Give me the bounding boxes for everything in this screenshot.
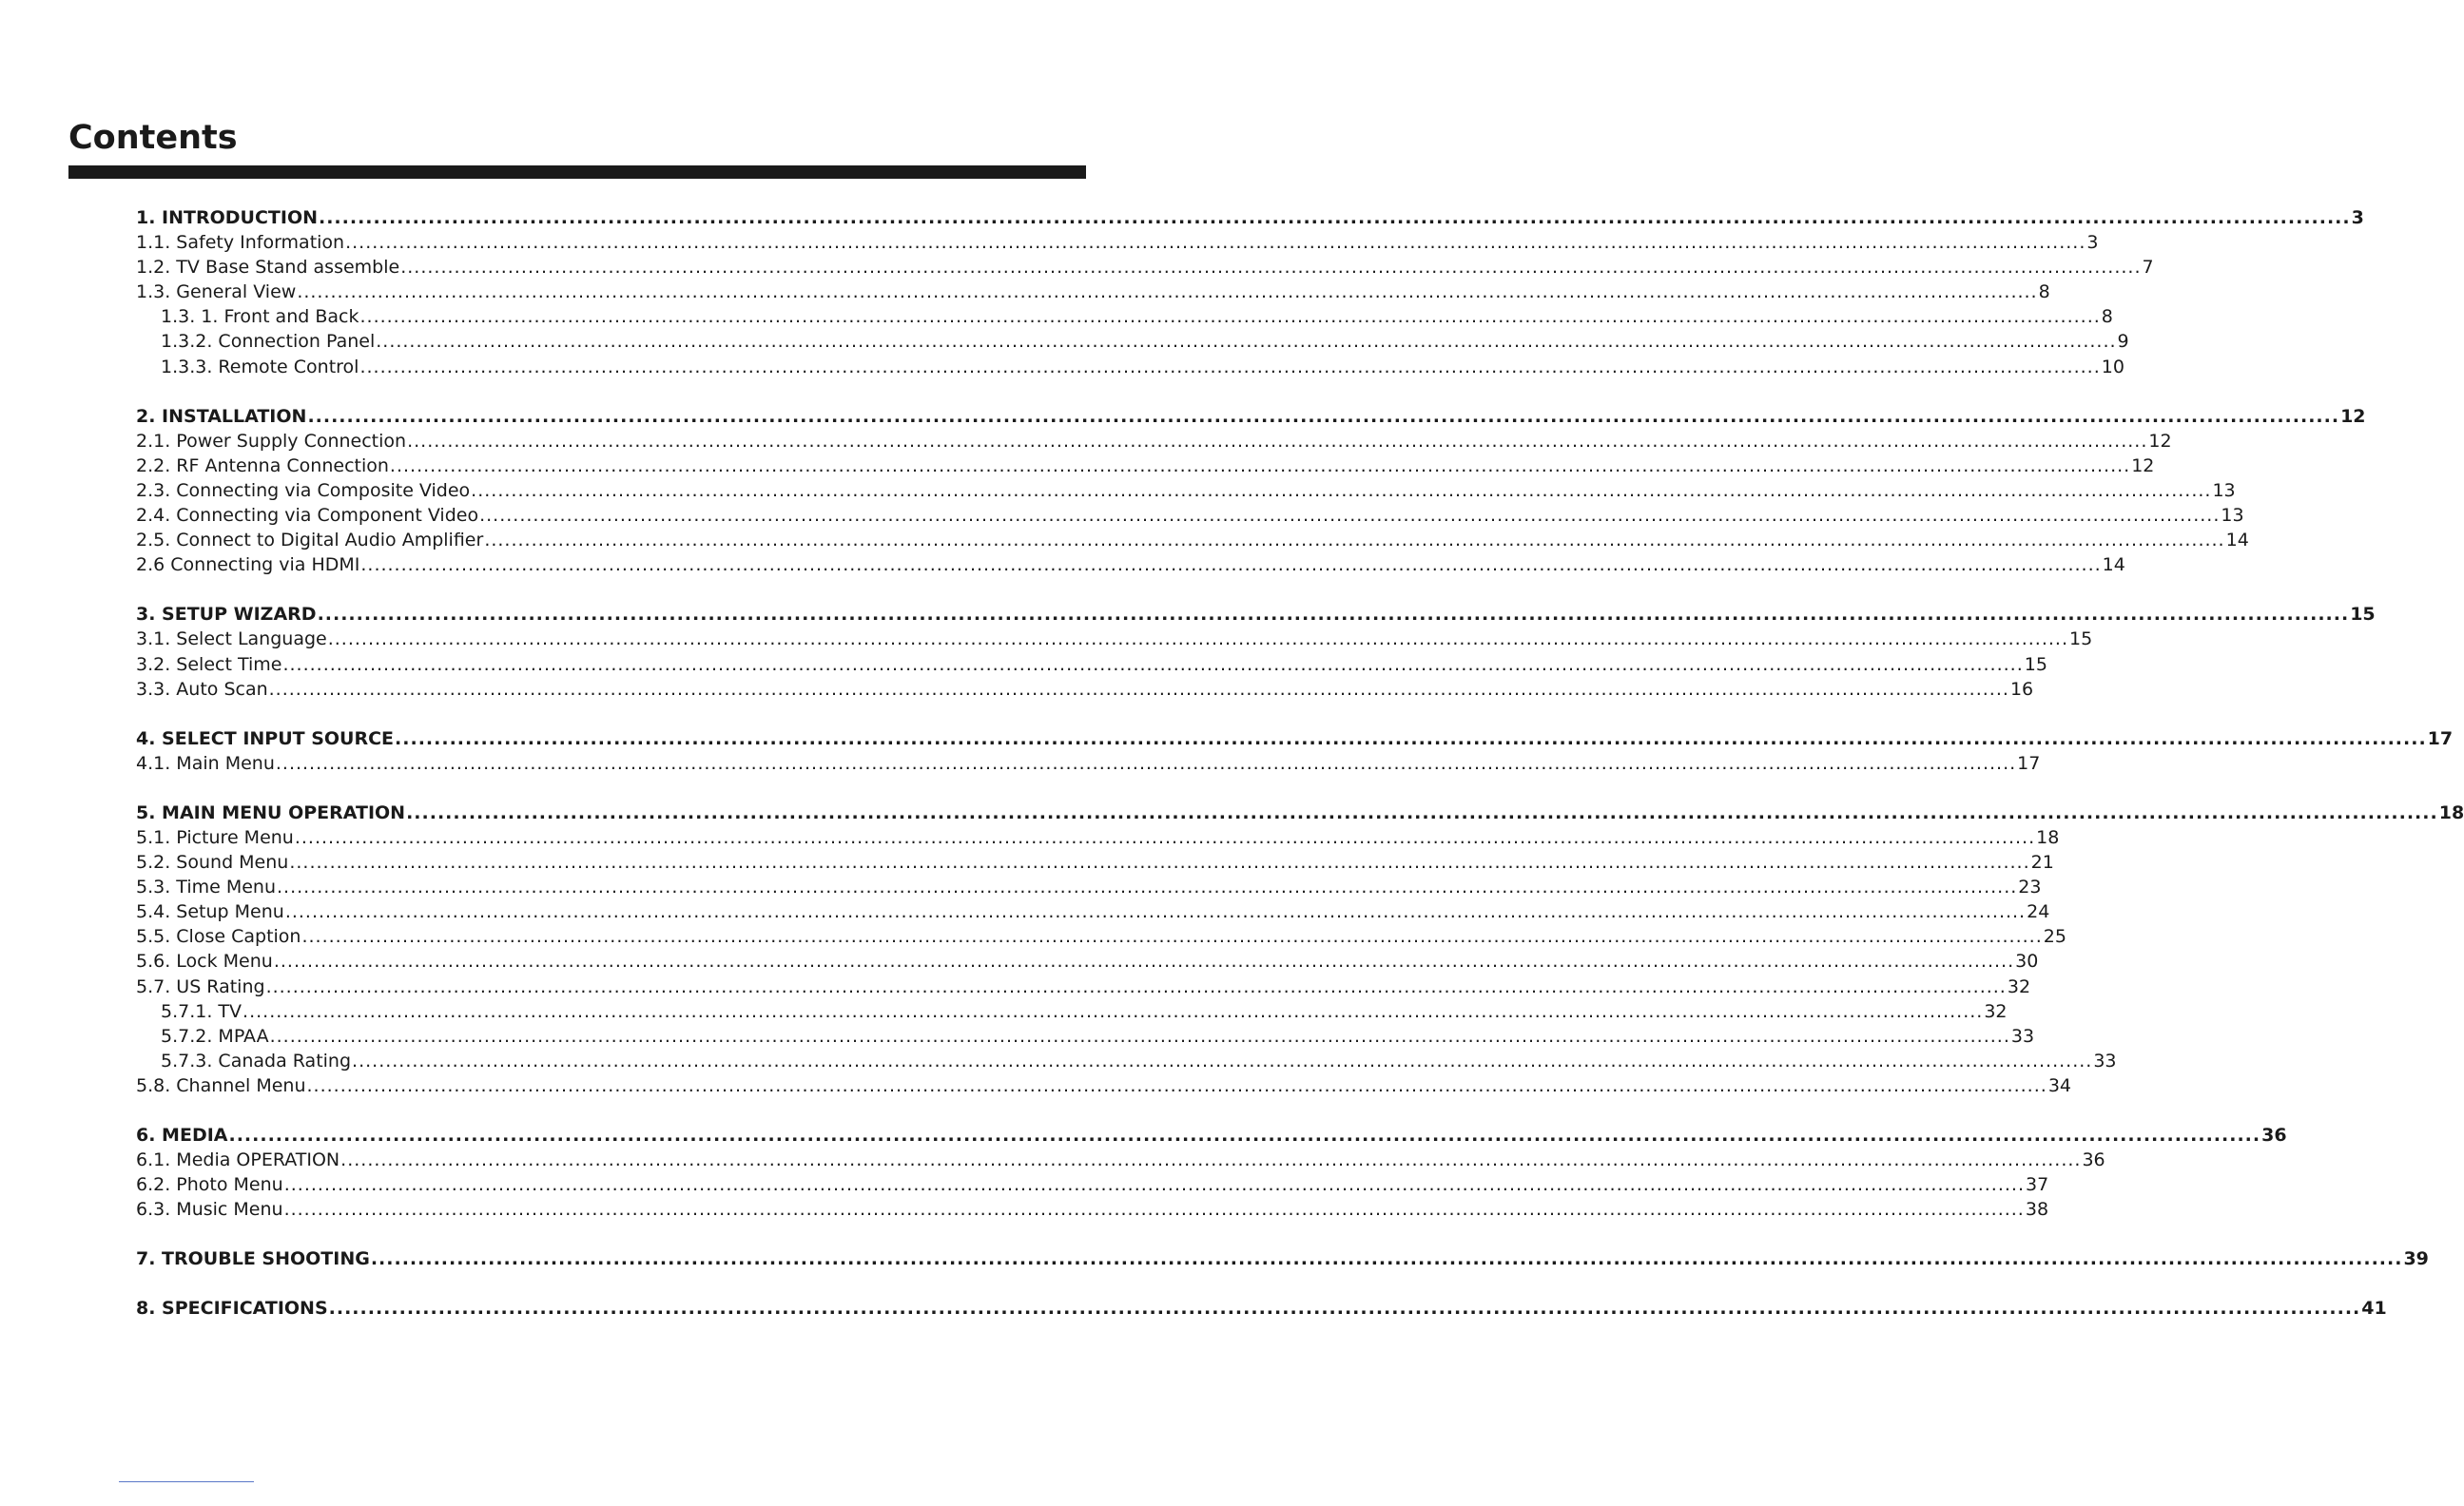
- toc-entry-page-number: 12: [2131, 454, 2155, 476]
- dot-leader: ....................................................................................................................................................................................................................................................................: [265, 975, 2007, 997]
- toc-entry-label: 5.7.2. MPAA: [161, 1025, 269, 1047]
- dot-leader: ....................................................................................................................................................................................................................................................................: [376, 331, 2117, 353]
- toc-entry-page-number: 30: [2015, 951, 2039, 973]
- toc-entry-page-number: 10: [2101, 356, 2124, 377]
- page-title: Contents: [68, 119, 238, 157]
- toc-entry-label: 2.4. Connecting via Component Video: [136, 505, 479, 527]
- toc-entry-label: 2.2. RF Antenna Connection: [136, 454, 389, 476]
- toc-entry[interactable]: [136, 825, 2060, 850]
- dot-leader: ....................................................................................................................................................................................................................................................................: [275, 752, 2017, 774]
- toc-entry-page-number: 39: [2403, 1248, 2429, 1270]
- dot-leader: ....................................................................................................................................................................................................................................................................: [297, 281, 2038, 303]
- toc-entry-label: 3.1. Select Language: [136, 628, 327, 650]
- table-of-contents: [136, 205, 2464, 1346]
- toc-entry-page-number: 15: [2024, 653, 2047, 675]
- dot-leader: ....................................................................................................................................................................................................................................................................: [407, 430, 2148, 452]
- dot-leader: ....................................................................................................................................................................................................................................................................: [289, 852, 2030, 874]
- toc-entry-label: 1.2. TV Base Stand assemble: [136, 257, 400, 279]
- dot-leader: ....................................................................................................................................................................................................................................................................: [269, 1025, 2010, 1047]
- toc-entry-label: 6.3. Music Menu: [136, 1199, 283, 1221]
- dot-leader: ....................................................................................................................................................................................................................................................................: [400, 257, 2142, 279]
- toc-entry-page-number: 32: [1984, 1000, 2008, 1022]
- toc-entry[interactable]: [136, 329, 2129, 354]
- toc-entry-page-number: 12: [2148, 430, 2172, 452]
- toc-entry-page-number: 24: [2027, 901, 2050, 923]
- toc-entry-label: 3. SETUP WIZARD: [136, 604, 317, 626]
- toc-entry-label: 2.6 Connecting via HDMI: [136, 554, 360, 576]
- dot-leader: ....................................................................................................................................................................................................................................................................: [317, 604, 2350, 626]
- toc-entry-label: 5.7. US Rating: [136, 975, 265, 997]
- toc-entry-page-number: 14: [2225, 530, 2249, 551]
- toc-entry-label: 5.4. Setup Menu: [136, 901, 284, 923]
- dot-leader: ....................................................................................................................................................................................................................................................................: [328, 1298, 2361, 1320]
- dot-leader: ....................................................................................................................................................................................................................................................................: [228, 1125, 2261, 1146]
- toc-entry-label: 5.8. Channel Menu: [136, 1074, 306, 1096]
- toc-entry[interactable]: [136, 503, 2244, 528]
- toc-entry[interactable]: [136, 1246, 2429, 1271]
- toc-entry-label: 5.5. Close Caption: [136, 926, 301, 948]
- dot-leader: ....................................................................................................................................................................................................................................................................: [471, 479, 2212, 501]
- toc-section: [136, 1296, 2387, 1321]
- toc-entry-page-number: 14: [2102, 554, 2125, 576]
- dot-leader: ....................................................................................................................................................................................................................................................................: [277, 877, 2018, 898]
- dot-leader: ....................................................................................................................................................................................................................................................................: [406, 801, 2438, 823]
- toc-entry-page-number: 33: [2010, 1025, 2035, 1047]
- toc-entry-page-number: 9: [2117, 331, 2129, 353]
- toc-entry-page-number: 3: [2351, 207, 2364, 228]
- dot-leader: ....................................................................................................................................................................................................................................................................: [283, 1199, 2025, 1221]
- toc-entry-page-number: 36: [2082, 1149, 2105, 1171]
- toc-entry-page-number: 16: [2009, 678, 2034, 700]
- toc-entry[interactable]: [136, 652, 2047, 677]
- dot-leader: ....................................................................................................................................................................................................................................................................: [243, 1000, 1984, 1022]
- toc-entry[interactable]: [136, 355, 2124, 379]
- dot-leader: ....................................................................................................................................................................................................................................................................: [389, 454, 2131, 476]
- toc-entry-page-number: 7: [2142, 257, 2154, 279]
- toc-entry[interactable]: [136, 949, 2039, 974]
- dot-leader: ....................................................................................................................................................................................................................................................................: [306, 1074, 2047, 1096]
- toc-section: [136, 1123, 2287, 1222]
- toc-entry[interactable]: [136, 1197, 2049, 1222]
- toc-entry-label: 3.3. Auto Scan: [136, 678, 268, 700]
- toc-entry-page-number: 23: [2018, 877, 2042, 898]
- toc-entry-label: 1.3.2. Connection Panel: [161, 331, 376, 353]
- toc-entry-page-number: 15: [2069, 628, 2093, 650]
- toc-entry-label: 7. TROUBLE SHOOTING: [136, 1248, 370, 1270]
- toc-section: [136, 602, 2376, 701]
- toc-entry[interactable]: [136, 1049, 2117, 1073]
- toc-section: [136, 726, 2454, 776]
- toc-entry[interactable]: [136, 924, 2066, 949]
- toc-entry-label: 5.3. Time Menu: [136, 877, 276, 898]
- toc-entry-label: 5.7.3. Canada Rating: [161, 1050, 352, 1072]
- toc-entry-page-number: 17: [2017, 752, 2041, 774]
- toc-entry-page-number: 12: [2340, 405, 2366, 427]
- toc-entry[interactable]: [136, 1148, 2105, 1172]
- toc-entry-label: 1.1. Safety Information: [136, 232, 345, 254]
- toc-entry-page-number: 38: [2025, 1199, 2049, 1221]
- toc-entry[interactable]: [136, 1123, 2287, 1148]
- toc-entry[interactable]: [136, 478, 2236, 503]
- toc-entry[interactable]: [136, 205, 2364, 230]
- toc-entry-page-number: 8: [2101, 306, 2113, 328]
- toc-entry[interactable]: [136, 1024, 2035, 1049]
- title-rule: [68, 165, 1086, 179]
- toc-entry-page-number: 33: [2093, 1050, 2117, 1072]
- dot-leader: ....................................................................................................................................................................................................................................................................: [359, 356, 2101, 377]
- toc-entry[interactable]: [136, 404, 2366, 429]
- toc-entry-label: 1.3. General View: [136, 281, 297, 303]
- dot-leader: ....................................................................................................................................................................................................................................................................: [327, 628, 2069, 650]
- toc-entry[interactable]: [136, 1172, 2049, 1197]
- toc-entry[interactable]: [136, 850, 2054, 875]
- dot-leader: ....................................................................................................................................................................................................................................................................: [484, 530, 2225, 551]
- footer-line: [119, 1481, 254, 1482]
- toc-entry-page-number: 13: [2221, 505, 2244, 527]
- toc-entry-label: 4. SELECT INPUT SOURCE: [136, 727, 395, 749]
- toc-entry[interactable]: [136, 1073, 2071, 1098]
- toc-entry[interactable]: [136, 677, 2034, 702]
- toc-entry-page-number: 17: [2427, 727, 2454, 749]
- toc-entry-label: 1.3. 1. Front and Back: [161, 306, 359, 328]
- dot-leader: ....................................................................................................................................................................................................................................................................: [479, 505, 2221, 527]
- toc-entry-label: 8. SPECIFICATIONS: [136, 1298, 328, 1320]
- toc-entry-page-number: 3: [2086, 232, 2099, 254]
- dot-leader: ....................................................................................................................................................................................................................................................................: [359, 306, 2101, 328]
- toc-entry-page-number: 13: [2212, 479, 2236, 501]
- toc-entry-label: 6. MEDIA: [136, 1125, 228, 1146]
- toc-entry[interactable]: [136, 280, 2050, 304]
- dot-leader: ....................................................................................................................................................................................................................................................................: [360, 554, 2102, 576]
- toc-entry-label: 6.2. Photo Menu: [136, 1174, 283, 1196]
- toc-entry-page-number: 8: [2038, 281, 2050, 303]
- toc-section: [136, 404, 2366, 578]
- toc-entry-page-number: 36: [2261, 1125, 2287, 1146]
- dot-leader: ....................................................................................................................................................................................................................................................................: [282, 653, 2024, 675]
- dot-leader: ....................................................................................................................................................................................................................................................................: [273, 951, 2015, 973]
- toc-entry[interactable]: [136, 899, 2050, 924]
- toc-entry-page-number: 15: [2350, 604, 2376, 626]
- toc-entry-label: 5.6. Lock Menu: [136, 951, 273, 973]
- toc-entry-page-number: 21: [2030, 852, 2054, 874]
- toc-section: [136, 205, 2364, 379]
- toc-entry[interactable]: [136, 726, 2454, 751]
- toc-entry-label: 2.5. Connect to Digital Audio Amplifier: [136, 530, 484, 551]
- toc-entry[interactable]: [136, 975, 2031, 999]
- toc-entry[interactable]: [136, 304, 2113, 329]
- toc-entry-label: 5.2. Sound Menu: [136, 852, 289, 874]
- toc-section: [136, 1246, 2429, 1271]
- toc-entry-label: 2. INSTALLATION: [136, 405, 307, 427]
- toc-entry[interactable]: [136, 255, 2154, 280]
- dot-leader: ....................................................................................................................................................................................................................................................................: [340, 1149, 2082, 1171]
- toc-entry-label: 5. MAIN MENU OPERATION: [136, 801, 406, 823]
- toc-entry-label: 1. INTRODUCTION: [136, 207, 318, 228]
- dot-leader: ....................................................................................................................................................................................................................................................................: [395, 727, 2427, 749]
- toc-entry[interactable]: [136, 751, 2041, 776]
- toc-entry[interactable]: [136, 552, 2125, 577]
- dot-leader: ....................................................................................................................................................................................................................................................................: [319, 207, 2351, 228]
- dot-leader: ....................................................................................................................................................................................................................................................................: [345, 232, 2086, 254]
- toc-entry[interactable]: [136, 627, 2093, 651]
- dot-leader: ....................................................................................................................................................................................................................................................................: [294, 826, 2036, 848]
- toc-entry-label: 4.1. Main Menu: [136, 752, 275, 774]
- toc-entry-page-number: 37: [2026, 1174, 2049, 1196]
- dot-leader: ....................................................................................................................................................................................................................................................................: [370, 1248, 2403, 1270]
- toc-entry[interactable]: [136, 230, 2099, 255]
- toc-entry-label: 5.1. Picture Menu: [136, 826, 294, 848]
- toc-entry-page-number: 34: [2047, 1074, 2071, 1096]
- toc-entry-label: 3.2. Select Time: [136, 653, 282, 675]
- toc-entry[interactable]: [136, 801, 2464, 825]
- toc-entry[interactable]: [136, 528, 2249, 552]
- toc-entry-page-number: 25: [2043, 926, 2066, 948]
- toc-entry-page-number: 18: [2036, 826, 2060, 848]
- dot-leader: ....................................................................................................................................................................................................................................................................: [283, 1174, 2025, 1196]
- toc-entry-page-number: 18: [2438, 801, 2464, 823]
- toc-entry-label: 1.3.3. Remote Control: [161, 356, 359, 377]
- toc-entry-page-number: 32: [2007, 975, 2031, 997]
- toc-entry[interactable]: [136, 875, 2042, 899]
- toc-entry-page-number: 41: [2361, 1298, 2387, 1320]
- toc-entry[interactable]: [136, 999, 2008, 1024]
- dot-leader: ....................................................................................................................................................................................................................................................................: [352, 1050, 2093, 1072]
- toc-entry-label: 2.3. Connecting via Composite Video: [136, 479, 471, 501]
- dot-leader: ....................................................................................................................................................................................................................................................................: [284, 901, 2027, 923]
- toc-entry[interactable]: [136, 1296, 2387, 1321]
- toc-entry[interactable]: [136, 429, 2172, 454]
- dot-leader: ....................................................................................................................................................................................................................................................................: [301, 926, 2043, 948]
- dot-leader: ....................................................................................................................................................................................................................................................................: [268, 678, 2009, 700]
- toc-entry[interactable]: [136, 602, 2376, 627]
- toc-entry-label: 5.7.1. TV: [161, 1000, 243, 1022]
- toc-entry-label: 2.1. Power Supply Connection: [136, 430, 407, 452]
- toc-entry-label: 6.1. Media OPERATION: [136, 1149, 340, 1171]
- dot-leader: ....................................................................................................................................................................................................................................................................: [307, 405, 2340, 427]
- toc-entry[interactable]: [136, 454, 2155, 478]
- toc-section: [136, 801, 2464, 1098]
